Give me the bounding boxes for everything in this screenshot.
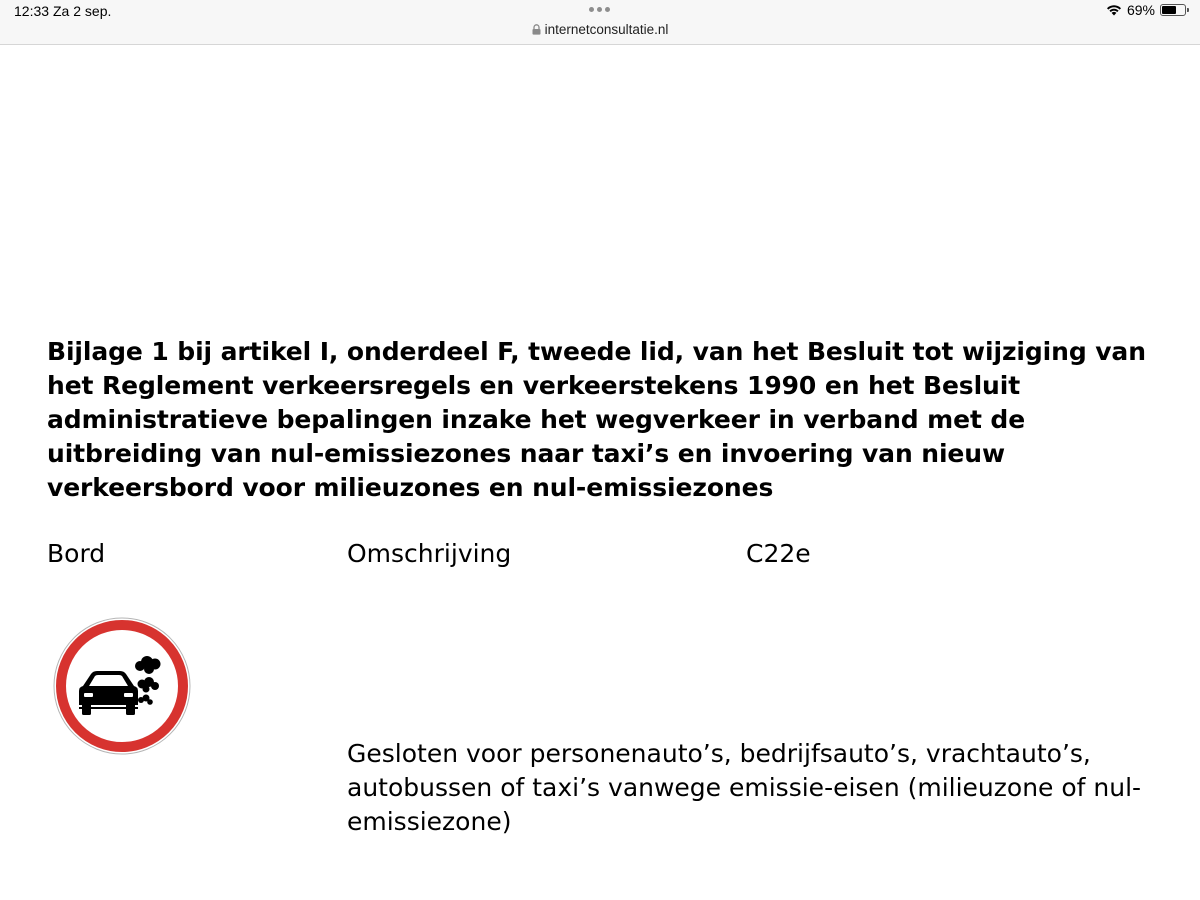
status-right bbox=[1106, 2, 1186, 18]
sign-description: Gesloten voor personenauto’s, bedrijfsauto’s, vrachtauto’s, autobussen of taxi’s vanwege emissie-eisen (milieuzone of nul-emissiezone) bbox=[347, 739, 1142, 836]
document-heading: Bijlage 1 bij artikel I, onderdeel F, tweede lid, van het Besluit tot wijziging van het Reglement verkeersregels en verkeerstekens 1990 en het Besluit administratieve bepalingen inzake het wegverkeer in verband met de uitbreiding van nul-emissiezones naar taxi’s en invoering van nieuw verkeersbord voor milieuzones en nul-emissiezones bbox=[47, 337, 1146, 502]
status-date: Za 2 sep. bbox=[53, 3, 112, 19]
url-text[interactable]: internetconsultatie.nl bbox=[544, 22, 669, 37]
battery-fill bbox=[1162, 6, 1176, 14]
status-time: 12:33 bbox=[14, 3, 50, 19]
document-content bbox=[0, 45, 1200, 900]
column-code: C22e bbox=[746, 539, 811, 568]
battery-icon bbox=[1160, 4, 1186, 16]
traffic-sign-c22e-icon bbox=[52, 616, 192, 756]
lock-icon bbox=[532, 24, 541, 35]
status-bar bbox=[0, 0, 1200, 22]
address-bar[interactable] bbox=[0, 22, 1200, 45]
wifi-icon bbox=[1106, 4, 1122, 16]
column-omschrijving: Omschrijving bbox=[347, 539, 512, 568]
multitasking-dots-icon[interactable] bbox=[589, 7, 610, 12]
battery-percentage: 69% bbox=[1126, 2, 1155, 18]
column-bord: Bord bbox=[47, 539, 106, 568]
